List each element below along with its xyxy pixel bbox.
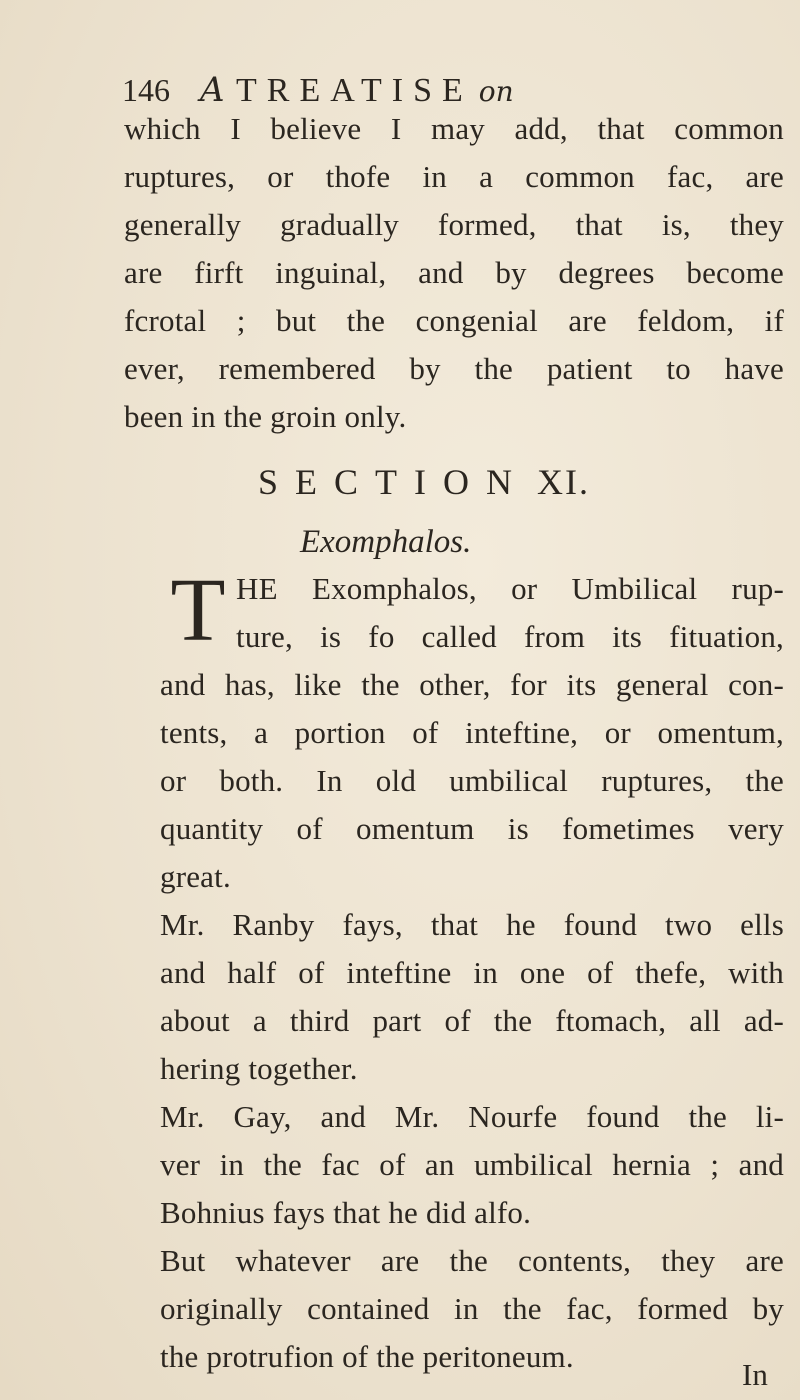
text-line: and has, like the other, for its general con- [160,667,784,702]
text-line: the protrufion of the peritoneum. [160,1339,574,1374]
text-line: great. [160,859,231,894]
text-line: ever, remembered by the patient to have [124,351,784,386]
running-head-title: TREATISE [236,72,473,109]
text-line: ruptures, or thofe in a common fac, are [124,159,784,194]
text-line: Bohnius fays that he did alfo. [160,1195,532,1230]
text-line: about a third part of the ftomach, all ad- [160,1003,784,1038]
text-line: tents, a portion of inteftine, or omentum, [160,715,784,750]
text-line: ver in the fac of an umbilical hernia ; and [160,1147,784,1182]
text-line: quantity of omentum is fometimes very [160,811,784,846]
text-line: But whatever are the contents, they are [160,1243,784,1278]
running-head-article: A [200,70,225,110]
running-head-suffix: on [478,75,514,108]
text-line: which I believe I may add, that common [124,111,784,146]
text-line: HE Exomphalos, or Umbilical rup- [236,571,784,606]
text-line: are firft inguinal, and by degrees become [124,255,784,290]
text-line: Mr. Gay, and Mr. Nourfe found the li- [160,1099,784,1134]
text-line: generally gradually formed, that is, they [124,207,784,242]
catchword: In [742,1357,768,1392]
text-line: and half of inteftine in one of thefe, with [160,955,784,990]
page-number: 146 [122,72,170,108]
section-subtitle: Exomphalos. [300,524,472,560]
drop-cap: T [170,561,226,660]
text-line: Mr. Ranby fays, that he found two ells [160,907,784,942]
section-label: SECTION [258,462,529,502]
text-line: or both. In old umbilical ruptures, the [160,763,784,798]
text-line: hering together. [160,1051,358,1086]
text-line: originally contained in the fac, formed by [160,1291,784,1326]
section-heading [258,458,590,506]
text-line: been in the groin only. [124,399,407,434]
section-number: XI. [537,462,590,502]
text-line: ture, is fo called from its fituation, [236,619,784,654]
text-line: fcrotal ; but the congenial are feldom, if [124,303,784,338]
